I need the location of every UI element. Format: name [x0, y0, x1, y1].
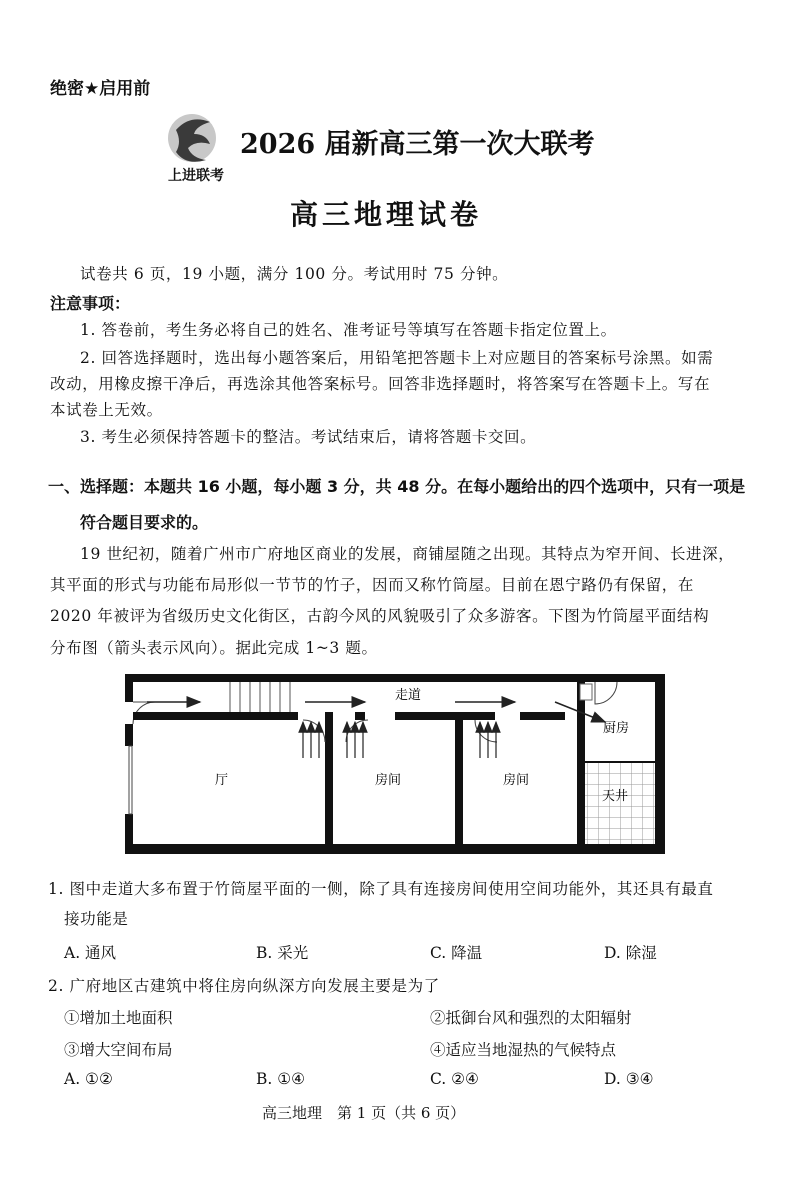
secret-label: 绝密★启用前: [50, 79, 151, 99]
notice-item-1: 1. 答卷前，考生务必将自己的姓名、准考证号等填写在答题卡指定位置上。: [80, 321, 617, 339]
question-1-option-b[interactable]: B. 采光: [256, 944, 309, 962]
notice-heading: 注意事项：: [50, 294, 131, 313]
kitchen-label: 厨房: [603, 721, 630, 736]
question-1-line-2: 接功能是: [64, 910, 129, 928]
notice-item-2-line-1: 2. 回答选择题时，选出每小题答案后，用铅笔把答题卡上对应题目的答案标号涂黑。如需: [80, 349, 714, 367]
notice-item-2-line-2: 改动，用橡皮擦干净后，再选涂其他答案标号。回答非选择题时，将答案写在答题卡上。写在: [50, 375, 711, 393]
question-1-line-1: 1. 图中走道大多布置于竹筒屋平面的一侧，除了具有连接房间使用空间功能外，其还具有最直: [48, 880, 714, 898]
question-2-statement-1: ①增加土地面积: [64, 1009, 173, 1027]
passage-line-4: 分布图（箭头表示风向）。据此完成 1~3 题。: [50, 639, 378, 657]
corridor-label: 走道: [395, 688, 422, 703]
passage-line-1: 19 世纪初，随着广州市广府地区商业的发展，商铺屋随之出现。其特点为窄开间、长进深，: [80, 545, 735, 563]
question-1-option-d[interactable]: D. 除湿: [604, 944, 657, 962]
section-heading-line-2: 符合题目要求的。: [80, 513, 209, 532]
paper-title: 高三地理试卷: [290, 198, 483, 231]
question-2-option-c[interactable]: C. ②④: [430, 1070, 479, 1088]
exam-title: 2026 届新高三第一次大联考: [240, 129, 595, 160]
room-1-label: 房间: [375, 773, 402, 788]
question-2-option-a[interactable]: A. ①②: [64, 1070, 113, 1088]
courtyard-label: 天井: [602, 789, 629, 804]
logo-text: 上进联考: [168, 168, 224, 184]
question-2-option-d[interactable]: D. ③④: [604, 1070, 654, 1088]
question-2-statement-2: ②抵御台风和强烈的太阳辐射: [430, 1009, 632, 1027]
notice-item-3: 3. 考生必须保持答题卡的整洁。考试结束后，请将答题卡交回。: [80, 428, 537, 446]
exam-logo: [160, 108, 232, 184]
question-2-stem: 2. 广府地区古建筑中将住房向纵深方向发展主要是为了: [48, 977, 440, 995]
passage-line-2: 其平面的形式与功能布局形似一节节的竹子，因而又称竹筒屋。目前在恩宁路仍有保留，在: [50, 576, 695, 594]
hall-label: 厅: [215, 773, 229, 788]
passage-line-3: 2020 年被评为省级历史文化街区，古韵今风的风貌吸引了众多游客。下图为竹筒屋平面结构: [50, 607, 710, 625]
question-2-statement-3: ③增大空间布局: [64, 1041, 173, 1059]
exam-info: 试卷共 6 页，19 小题，满分 100 分。考试用时 75 分钟。: [80, 265, 509, 283]
page-footer: 高三地理 第 1 页（共 6 页）: [262, 1104, 466, 1122]
notice-item-2-line-3: 本试卷上无效。: [50, 401, 163, 419]
question-1-option-a[interactable]: A. 通风: [64, 944, 117, 962]
question-1-option-c[interactable]: C. 降温: [430, 944, 483, 962]
question-2-statement-4: ④适应当地湿热的气候特点: [430, 1041, 617, 1059]
room-2-label: 房间: [503, 773, 530, 788]
question-2-option-b[interactable]: B. ①④: [256, 1070, 306, 1088]
floor-plan-diagram: [125, 674, 665, 854]
section-heading-line-1: 一、选择题：本题共 16 小题，每小题 3 分，共 48 分。在每小题给出的四个选项中，只有一项是: [48, 477, 746, 496]
